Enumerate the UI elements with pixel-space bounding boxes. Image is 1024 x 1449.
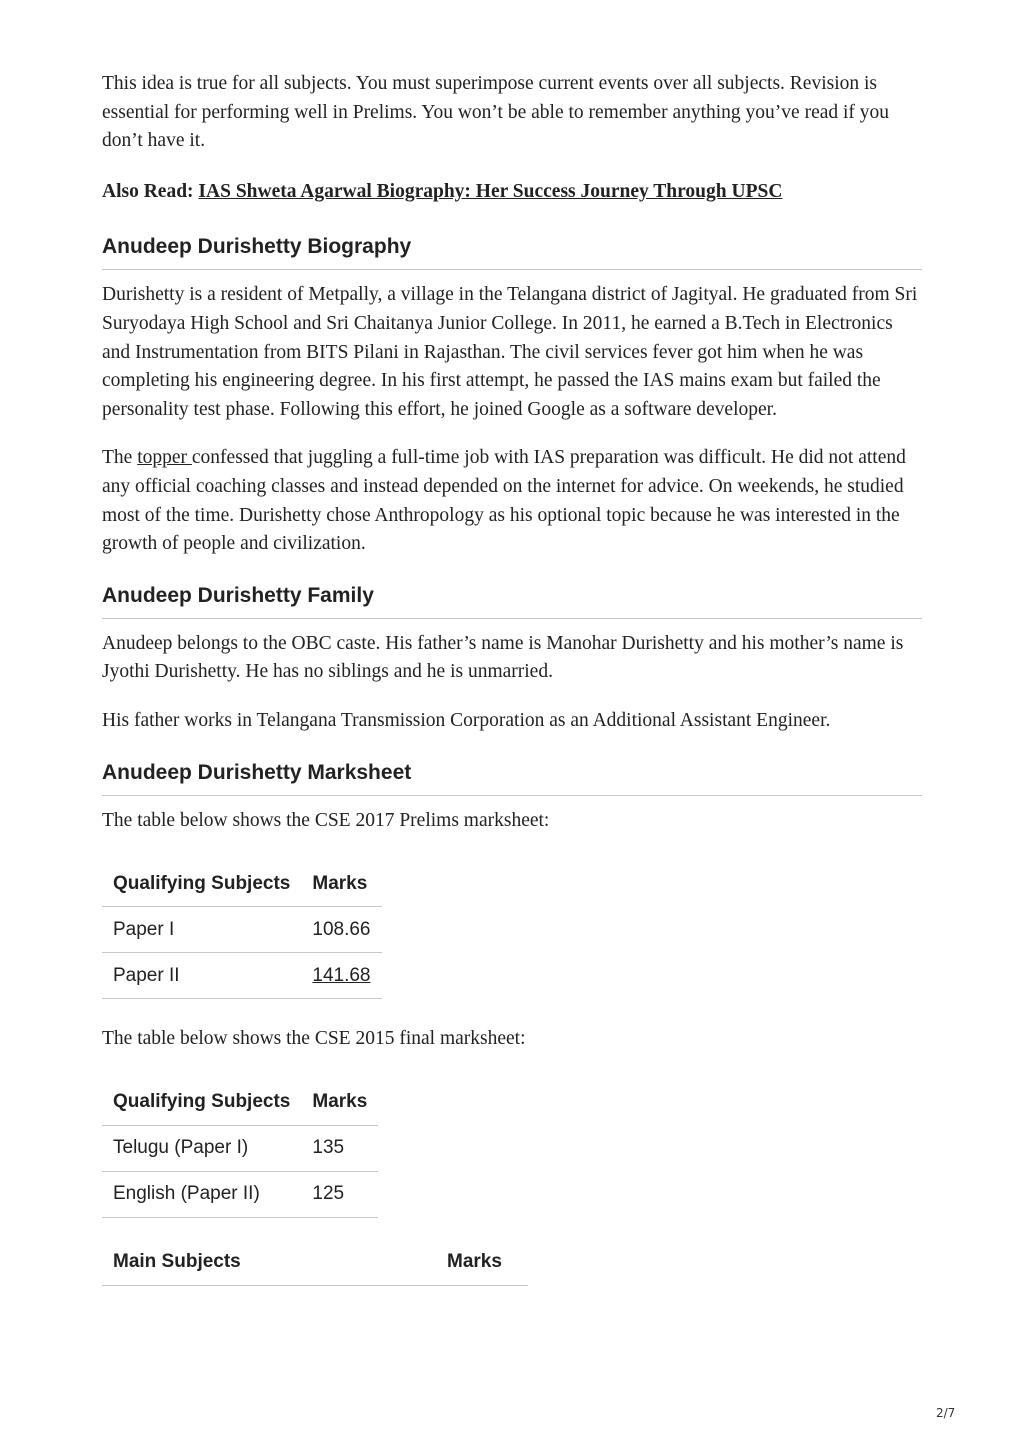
table-row [102, 1125, 378, 1171]
table-cell: Telugu (Paper I) [102, 1125, 301, 1171]
table-cell: 125 [301, 1171, 378, 1217]
topper-link[interactable]: topper [137, 447, 192, 469]
table-header-row [102, 1080, 378, 1126]
column-header: Qualifying Subjects [102, 1080, 301, 1126]
table-row [102, 1171, 378, 1217]
page-number: 2/7 [936, 1406, 956, 1420]
biography-p2-rest: confessed that juggling a full-time job with IAS preparation was difficult. He did not attend any official coaching classes and instead depended on the internet for advice. On weekends, he studied most of the time. Durishetty chose Anthropology as his optional topic because he was interested in the growth of people and civilization. [102, 447, 906, 555]
biography-paragraph-2 [102, 444, 922, 558]
table-cell: 135 [301, 1125, 378, 1171]
family-paragraph-2: His father works in Telangana Transmission Corporation as an Additional Assistant Engineer. [102, 709, 831, 731]
also-read-label: Also Read: [102, 180, 199, 202]
marksheet-heading: Anudeep Durishetty Marksheet [102, 760, 922, 796]
column-header: Marks [436, 1240, 528, 1286]
prelims-intro: The table below shows the CSE 2017 Prelims marksheet: [102, 809, 550, 831]
also-read-link[interactable]: IAS Shweta Agarwal Biography: Her Success Journey Through UPSC [198, 180, 783, 202]
table-header-row [102, 861, 382, 907]
document-page [102, 70, 922, 1286]
table-cell: Paper I [102, 907, 301, 953]
column-header: Qualifying Subjects [102, 861, 301, 907]
table-cell: English (Paper II) [102, 1171, 301, 1217]
family-paragraph-1: Anudeep belongs to the OBC caste. His father’s name is Manohar Durishetty and his mother’s name is Jyothi Durishetty. He has no siblings and he is unmarried. [102, 632, 904, 683]
table-row [102, 907, 382, 953]
main-subjects-table [102, 1240, 528, 1286]
qualifying-table [102, 1080, 378, 1218]
also-read [102, 178, 922, 207]
column-header: Marks [301, 1080, 378, 1126]
table-row [102, 953, 382, 999]
column-header: Main Subjects [102, 1240, 436, 1286]
table-cell: Paper II [102, 953, 301, 999]
biography-paragraph-1: Durishetty is a resident of Metpally, a village in the Telangana district of Jagityal. He graduated from Sri Suryodaya High School and Sri Chaitanya Junior College. In 2011, he earned a B.Tech in Electronics and Instrumentation from BITS Pilani in Rajasthan. The civil services fever got him when he was completing his engineering degree. In his first attempt, he passed the IAS mains exam but failed the personality test phase. Following this effort, he joined Google as a software developer. [102, 284, 918, 420]
biography-heading: Anudeep Durishetty Biography [102, 234, 922, 270]
prelims-table [102, 861, 382, 999]
column-header: Marks [301, 861, 381, 907]
table-cell: 108.66 [301, 907, 381, 953]
intro-paragraph: This idea is true for all subjects. You must superimpose current events over all subjects. Revision is essential for performing well in Prelims. You won’t be able to remember anything you’ve read if you don’t have it. [102, 73, 890, 152]
biography-p2-start: The [102, 447, 138, 469]
family-heading: Anudeep Durishetty Family [102, 583, 922, 619]
final-intro: The table below shows the CSE 2015 final marksheet: [102, 1028, 526, 1050]
table-header-row [102, 1240, 528, 1286]
table-cell: 141.68 [301, 953, 381, 999]
